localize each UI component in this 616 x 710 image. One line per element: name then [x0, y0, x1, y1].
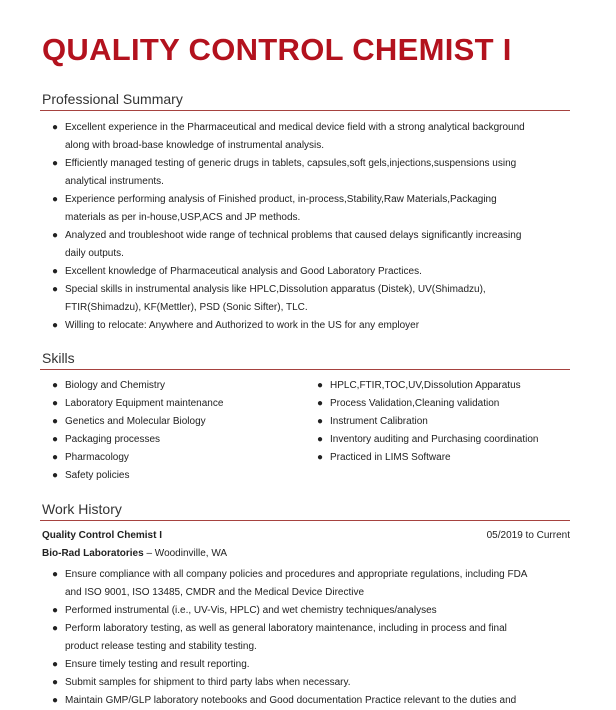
list-item: ● HPLC,FTIR,TOC,UV,Dissolution Apparatus — [313, 377, 573, 395]
job-title: Quality Control Chemist I — [42, 530, 163, 541]
bullet-icon: ● — [52, 194, 59, 205]
skills-list-left — [48, 377, 308, 485]
bullet-icon: ● — [52, 398, 59, 409]
bullet-icon: ● — [317, 452, 324, 463]
bullet-icon: ● — [52, 623, 59, 634]
list-item: ● Packaging processes — [48, 431, 308, 449]
list-item: ● Special skills in instrumental analysis like HPLC,Dissolution apparatus (Distek), UV(Shimadzu), FTIR(Shimadzu), KF(Mettler), PSD (Sonic Sifter), TLC. — [48, 281, 572, 317]
work-heading: Work History — [42, 501, 122, 517]
summary-rule — [40, 110, 570, 111]
bullet-icon: ● — [317, 434, 324, 445]
company-name: Bio-Rad Laboratories — [42, 548, 144, 559]
list-item: ● Genetics and Molecular Biology — [48, 413, 308, 431]
candidate-title: QUALITY CONTROL CHEMIST I — [42, 32, 512, 67]
job-company — [42, 548, 227, 559]
bullet-icon: ● — [52, 569, 59, 580]
bullet-icon: ● — [52, 659, 59, 670]
list-item: ● Submit samples for shipment to third party labs when necessary. — [48, 674, 572, 692]
bullet-icon: ● — [52, 380, 59, 391]
list-item: ● Ensure compliance with all company policies and procedures and appropriate regulations, including FDA and ISO 9001, ISO 13485, CMDR and the Medical Device Directive — [48, 566, 572, 602]
list-item: ● Excellent experience in the Pharmaceutical and medical device field with a strong analytical background along with broad-base knowledge of instrumental analysis. — [48, 119, 572, 155]
skills-rule — [40, 369, 570, 370]
summary-heading: Professional Summary — [42, 91, 183, 107]
bullet-icon: ● — [52, 122, 59, 133]
list-item: ● Safety policies — [48, 467, 308, 485]
list-item: ● Ensure timely testing and result reporting. — [48, 656, 572, 674]
bullet-icon: ● — [52, 695, 59, 706]
skills-list-right — [313, 377, 573, 467]
work-list — [48, 566, 572, 710]
list-item: ● Pharmacology — [48, 449, 308, 467]
list-item: ● Willing to relocate: Anywhere and Authorized to work in the US for any employer — [48, 317, 572, 335]
list-item: ● Efficiently managed testing of generic drugs in tablets, capsules,soft gels,injections,suspensions using analytical instruments. — [48, 155, 572, 191]
bullet-icon: ● — [52, 677, 59, 688]
bullet-icon: ● — [317, 416, 324, 427]
list-item: ● Practiced in LIMS Software — [313, 449, 573, 467]
list-item: ● Perform laboratory testing, as well as general laboratory maintenance, including in process and final product release testing and stability testing. — [48, 620, 572, 656]
bullet-icon: ● — [52, 470, 59, 481]
bullet-icon: ● — [52, 230, 59, 241]
bullet-icon: ● — [52, 284, 59, 295]
job-dates: 05/2019 to Current — [486, 530, 570, 541]
bullet-icon: ● — [52, 266, 59, 277]
bullet-icon: ● — [52, 158, 59, 169]
bullet-icon: ● — [52, 416, 59, 427]
list-item: ● Inventory auditing and Purchasing coordination — [313, 431, 573, 449]
bullet-icon: ● — [317, 398, 324, 409]
list-item: ● Instrument Calibration — [313, 413, 573, 431]
bullet-icon: ● — [52, 605, 59, 616]
list-item: ● Process Validation,Cleaning validation — [313, 395, 573, 413]
list-item: ● Laboratory Equipment maintenance — [48, 395, 308, 413]
bullet-icon: ● — [52, 320, 59, 331]
bullet-icon: ● — [52, 434, 59, 445]
list-item: ● Excellent knowledge of Pharmaceutical analysis and Good Laboratory Practices. — [48, 263, 572, 281]
skills-heading: Skills — [42, 350, 75, 366]
list-item: ● Biology and Chemistry — [48, 377, 308, 395]
company-location: – Woodinville, WA — [143, 548, 228, 559]
bullet-icon: ● — [317, 380, 324, 391]
list-item: ● Maintain GMP/GLP laboratory notebooks and Good documentation Practice relevant to the duties and — [48, 692, 572, 710]
list-item: ● Experience performing analysis of Finished product, in-process,Stability,Raw Materials,Packaging materials as per in-house,USP,ACS and JP methods. — [48, 191, 572, 227]
list-item: ● Performed instrumental (i.e., UV-Vis, HPLC) and wet chemistry techniques/analyses — [48, 602, 572, 620]
summary-list — [48, 119, 572, 335]
bullet-icon: ● — [52, 452, 59, 463]
work-rule — [40, 520, 570, 521]
list-item: ● Analyzed and troubleshoot wide range of technical problems that caused delays significantly increasing daily outputs. — [48, 227, 572, 263]
